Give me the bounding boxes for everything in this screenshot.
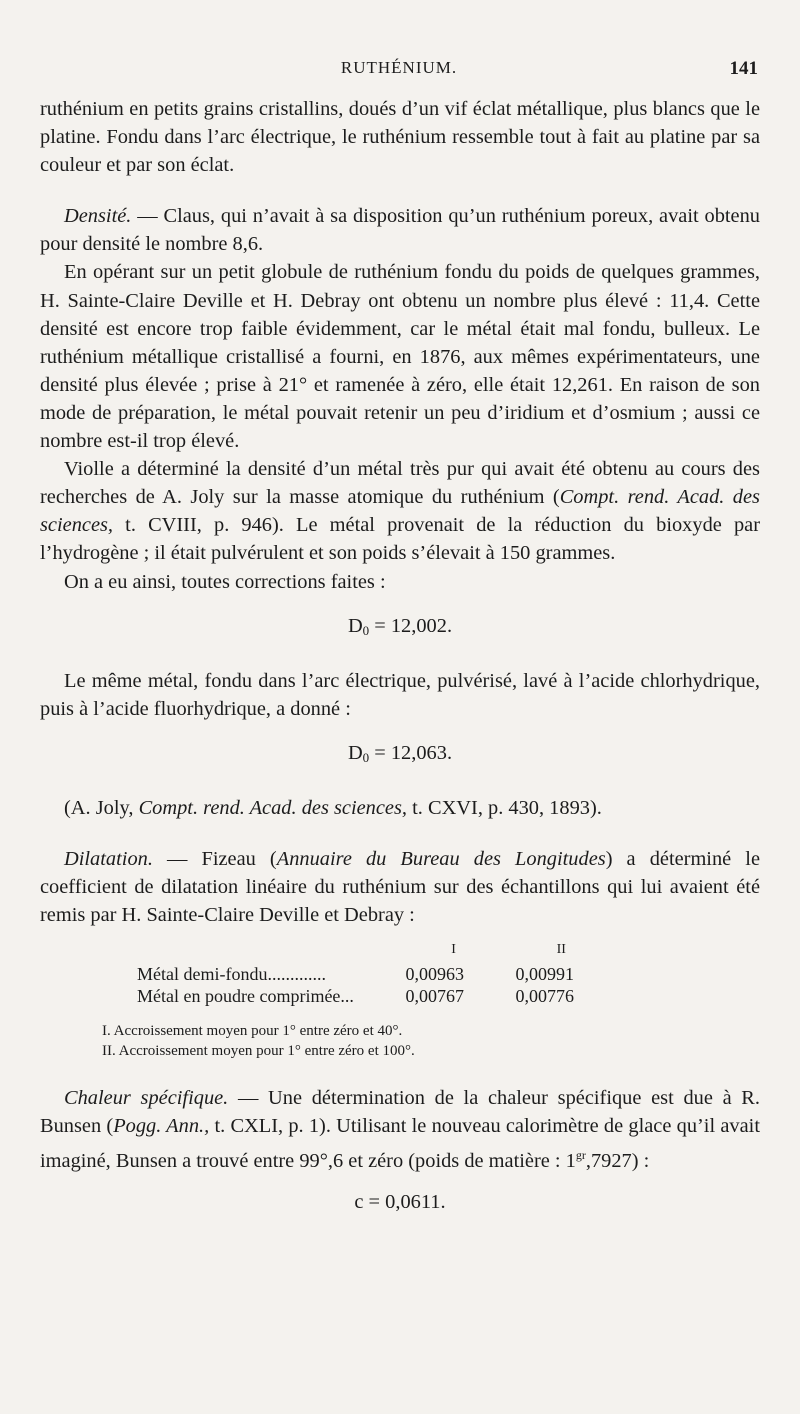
table-notes [102,1021,760,1061]
paragraph-densite-2: En opérant sur un petit globule de ruthénium fondu du poids de quelques grammes, H. Sainte-Claire Deville et H. Debray ont obtenu un nombre plus élevé : 11,4. Cette densité est encore trop faible évidemment, car le métal était mal fondu, bulleux. Le ruthénium métallique cristallisé a fourni, en 1876, aux mêmes expérimentateurs, une densité plus élevée ; prise à 21° et ramenée à zéro, elle était 12,261. En raison de son mode de préparation, le métal pouvait retenir un peu d’iridium et d’osmium ; aussi ce nombre est-il trop élevé. [40,261,760,453]
row-value-i: 0,00963 [405,964,464,985]
equation-density-1: $D_0 = 12,002$. [347,614,453,638]
row-value-ii: 0,00991 [515,964,574,985]
table-row [137,963,574,985]
equation-specific-heat: c = 0,0611. [354,1191,446,1214]
paragraph-densite-4: On a eu ainsi, toutes corrections faites : [64,570,386,593]
table-note: I. Accroissement moyen pour 1° entre zéro et 40°. [102,1023,403,1040]
table-header-row [137,939,574,963]
paragraph-intro: ruthénium en petits grains cristallins, doués d’un vif éclat métallique, plus blancs que le platine. Fondu dans l’arc électrique, le ruthénium ressemble tout à fait au platine par sa couleur et par son éclat. [40,98,760,177]
reference-joly: (A. Joly, Compt. rend. Acad. des sciences, t. CXVI, p. 430, 1893). [64,796,602,819]
paragraph-densite-3: Violle a déterminé la densité d’un métal très pur qui avait été obtenu au cours des recherches de A. Joly sur la masse atomique du ruthénium (Compt. rend. Acad. des sciences, t. CVIII, p. 946). Le métal provenait de la réduction du bioxyde par l’hydrogène ; il était pulvérulent et son poids s’élevait à 150 grammes. [40,458,760,565]
section-heading-dilatation: Dilatation. [64,848,153,871]
table-note: II. Accroissement moyen pour 1° entre zéro et 100°. [102,1043,415,1060]
row-label: Métal en poudre comprimée... [137,986,354,1007]
dilatation-table [137,939,574,1007]
equation-density-2: $D_0 = 12,063$. [347,741,453,765]
section-heading-densite: Densité. [64,205,132,228]
paragraph-densite-5: Le même métal, fondu dans l’arc électrique, pulvérisé, lavé à l’acide chlorhydrique, puis à l’acide fluorhydrique, a donné : [40,669,760,720]
section-heading-chaleur: Chaleur spécifique. [64,1087,229,1110]
running-title: RUTHÉNIUM. [340,58,458,77]
paragraph-chaleur: Chaleur spécifique. — Une détermination de la chaleur spécifique est due à R. Bunsen (Pogg. Ann., t. CXLI, p. 1). Utilisant le nouveau calorimètre de glace qu’il avait imaginé, Bunsen a trouvé entre 99°,6 et zéro (poids de matière : $1^{gr},7927$) : [40,1087,760,1172]
row-value-i: 0,00767 [405,986,464,1007]
paragraph-densite: Densité. — Claus, qui n’avait à sa disposition qu’un ruthénium poreux, avait obtenu pour densité le nombre 8,6. [40,205,760,256]
table-row [137,985,574,1007]
table-col-header: I [451,942,456,958]
paragraph-dilatation: Dilatation. — Fizeau (Annuaire du Bureau des Longitudes) a déterminé le coefficient de dilatation linéaire du ruthénium sur des échantillons qui lui avaient été remis par H. Sainte-Claire Deville et Debray : [40,848,761,927]
page-body [40,95,760,1239]
table-col-header: II [556,942,566,958]
row-label: Métal demi-fondu............. [137,964,326,985]
page-header [40,58,758,88]
row-value-ii: 0,00776 [515,986,574,1007]
page-number: 141 [729,58,758,79]
